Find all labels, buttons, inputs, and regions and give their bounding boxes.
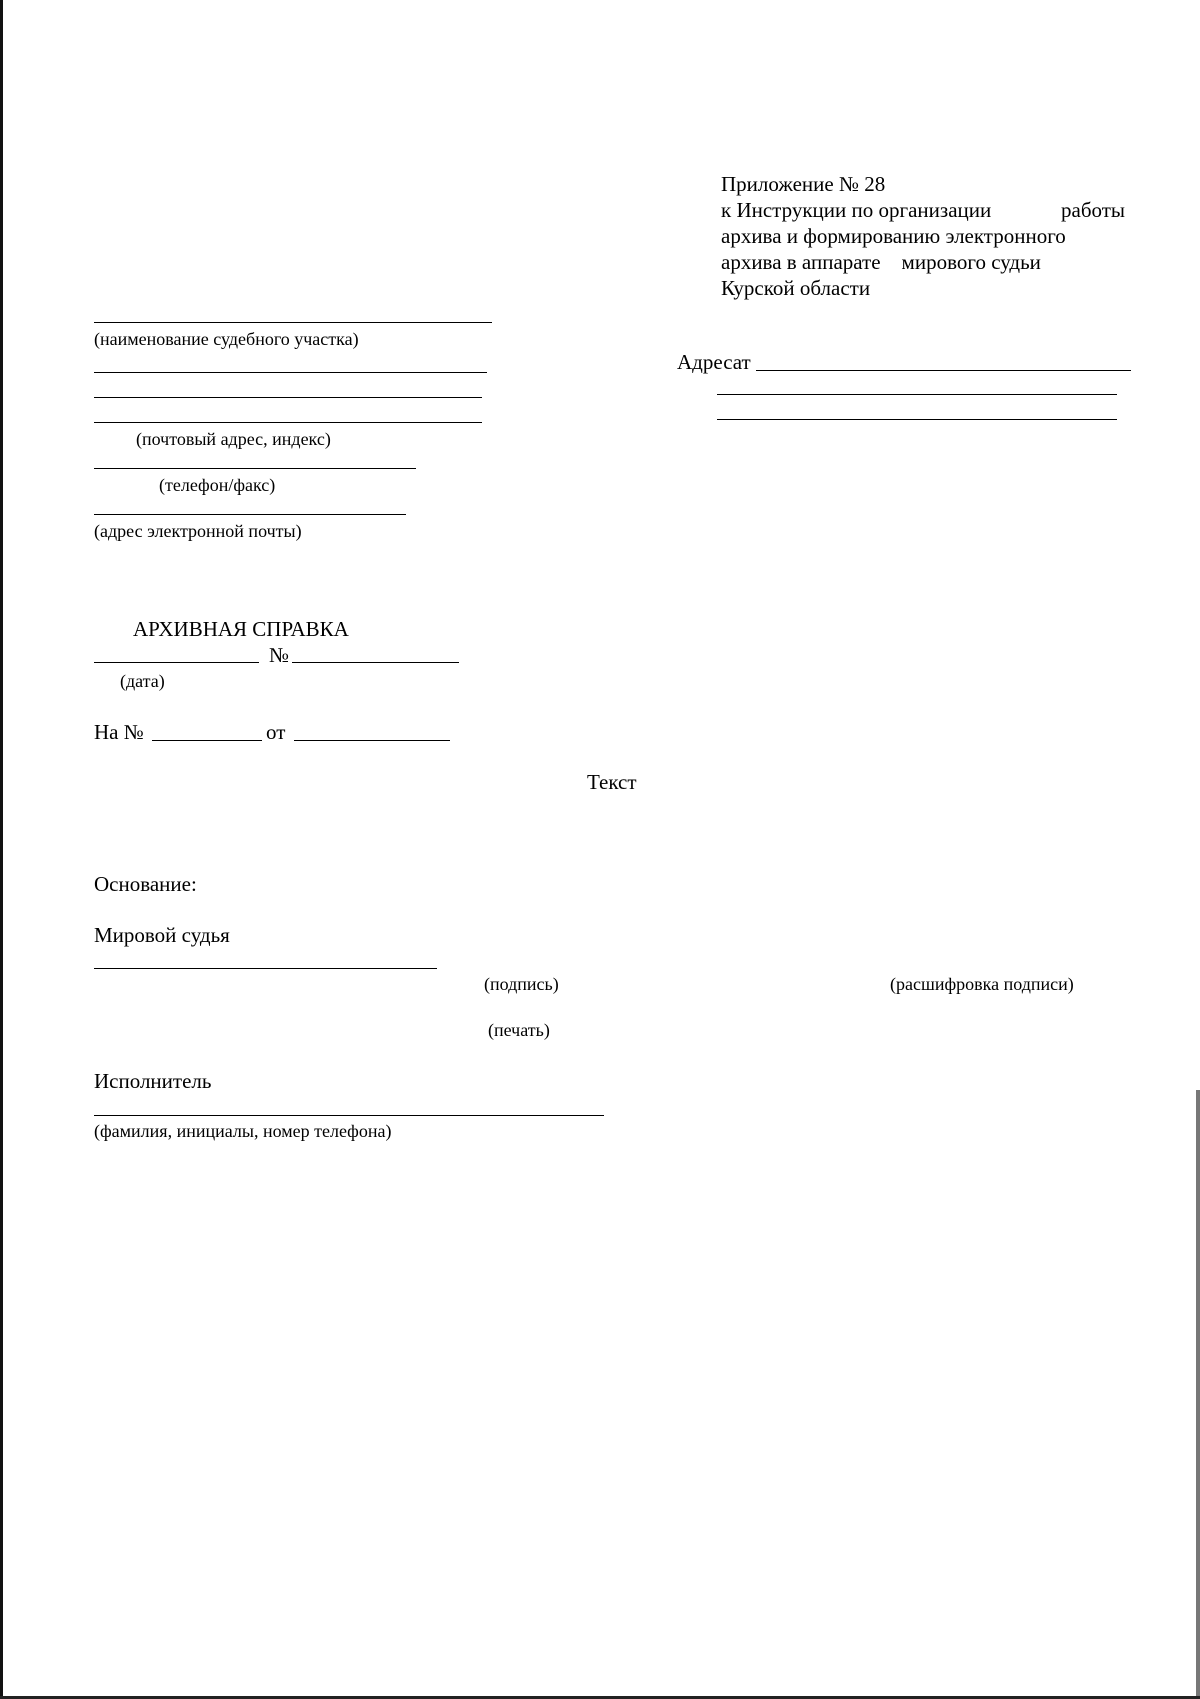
body-text: Текст: [587, 770, 637, 794]
executor-line: [94, 1115, 604, 1116]
basis-label: Основание:: [94, 872, 197, 896]
appendix-line5: Курской области: [721, 276, 871, 300]
court-name-caption: (наименование судебного участка): [94, 329, 359, 349]
ref-from: от: [266, 720, 286, 744]
number-sign: №: [269, 643, 290, 667]
seal-caption: (печать): [488, 1020, 550, 1040]
judge-signature-line: [94, 968, 437, 969]
phone-caption: (телефон/факс): [159, 475, 276, 495]
appendix-line2-right: работы: [1061, 198, 1126, 222]
executor-caption: (фамилия, инициалы, номер телефона): [94, 1121, 392, 1141]
phone-line: [94, 468, 416, 469]
postal-caption: (почтовый адрес, индекс): [136, 429, 331, 449]
addressee-line-3: [717, 419, 1117, 420]
judge-label: Мировой судья: [94, 923, 230, 947]
addressee-line-2: [717, 394, 1117, 395]
postal-line-1: [94, 372, 487, 373]
signature-decoding-caption: (расшифровка подписи): [890, 974, 1074, 994]
certificate-title: АРХИВНАЯ СПРАВКА: [133, 617, 349, 641]
ref-date-line: [294, 740, 450, 741]
ref-number-line: [152, 740, 262, 741]
ref-prefix: На №: [94, 720, 144, 744]
date-line: [94, 662, 259, 663]
appendix-line2: к Инструкции по организации: [721, 198, 992, 222]
postal-line-3: [94, 422, 482, 423]
postal-line-2: [94, 397, 482, 398]
scan-edge-left: [0, 0, 3, 1699]
executor-label: Исполнитель: [94, 1069, 212, 1093]
addressee-label: Адресат: [677, 350, 751, 374]
appendix-line4: архива в аппарате мирового судьи: [721, 250, 1041, 274]
email-line: [94, 514, 406, 515]
date-caption: (дата): [120, 671, 165, 691]
appendix-number: Приложение № 28: [721, 172, 886, 196]
court-name-line: [94, 322, 492, 323]
addressee-line-1: [756, 370, 1131, 371]
scan-edge-right: [1196, 1090, 1200, 1699]
email-caption: (адрес электронной почты): [94, 521, 302, 541]
number-line: [292, 662, 459, 663]
appendix-line3: архива и формированию электронного: [721, 224, 1066, 248]
signature-caption: (подпись): [484, 974, 559, 994]
